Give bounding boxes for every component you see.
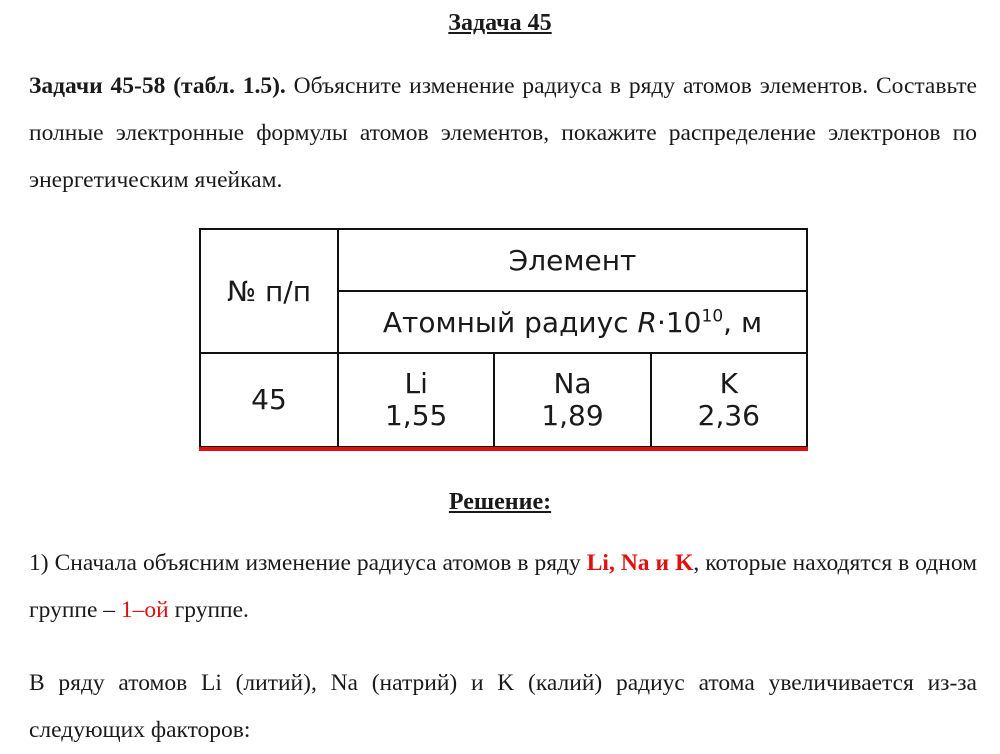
task-title: Задача 45 [448,10,552,36]
cell-na: Na 1,89 [494,353,650,447]
header-radius: Атомный радиус $R\cdot 10^{10}$, м [338,291,807,353]
row-num: 45 [200,353,338,447]
cell-li: Li 1,55 [338,353,494,447]
col-num-header: № п/п [200,229,338,353]
group-highlight: 1–ой [120,597,169,623]
solution-paragraph-2: В ряду атомов Li (литий), Na (натрий) и K (калий) радиус атома увеличивается из-за следующих факторов: [29,670,977,743]
data-table-container [199,228,808,451]
cell-k: K 2,36 [651,353,807,447]
task-intro [29,63,977,204]
elements-highlight: Li, Na и K [586,550,694,576]
solution-title: Решение: [448,489,552,515]
table-red-underline [199,447,808,451]
data-table [199,228,808,448]
task-intro-bold: Задачи 45-58 (табл. 1.5). [29,73,286,99]
solution-paragraph-1: 1) Сначала объясним изменение радиуса атомов в ряду Li, Na и K, которые находятся в одном группе – 1–ой группе. [29,550,978,623]
task-intro-text: Объясните изменение радиуса в ряду атомов элементов. Составьте полные электронные формулы атомов элементов, покажите распределение электронов по энергетическим ячейкам. [29,73,977,193]
header-element: Элемент [338,229,807,291]
